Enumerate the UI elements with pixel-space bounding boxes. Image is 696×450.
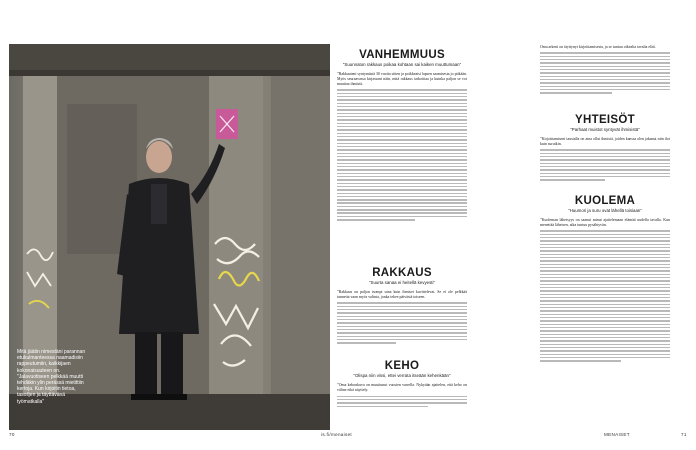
body-text-block (540, 50, 670, 110)
page-number-right: 71 (681, 432, 687, 437)
body-text-block (337, 300, 467, 356)
section-subtitle-rakkaus: ”Suurta sanaa ei heitellä kevyesti” (369, 280, 435, 286)
section-title-keho: KEHO (384, 360, 420, 373)
section-subtitle-keho: ”Olispa niin vissi, ettei verrata itseään kehenkään” (353, 373, 451, 379)
section-subtitle-vanhemmuus: ”Suunnaton rakkaus poikaa kohtaan sai kaiken muuttumaan” (342, 62, 462, 67)
body-paragraph: Oma arkeni on täyttynyt kirjoittamisesta, ja se tuntuu oikealta tavalta elää. (540, 45, 656, 49)
text-column-right (540, 45, 670, 396)
body-paragraph: ”Rakkaus on paljon isompi sana kuin ihmiset kuvittelevat. Se ei ole pelkkää tunnetta vaan myös valinta, jonka tekee päivästä toiseen. (337, 289, 467, 300)
body-text-block (337, 394, 467, 412)
body-text-block (540, 147, 670, 191)
body-text-block (540, 228, 670, 396)
magazine-name: MENAISET (604, 432, 630, 437)
section-title-kuolema: KUOLEMA (574, 195, 636, 208)
publication-url: is.fi/menaiset (321, 432, 353, 437)
photo-caption: Mitä jäätin nimestäni parannan etukulmanteessa naamadisiin rappeutumiin, kaikkijaen kokonaisuuteen on. "Jalavuotiseen pelkkää muutti tehdäkin ylin perässä mietittiin kertoja. Kun kirjoitin tietoa, tasoiljen ja täyttävänä työmatkalla" (17, 349, 86, 405)
man-leg-left (135, 332, 157, 398)
section-subtitle-kuolema: ”Huumori ja suru ovat lähellä toisiaan” (568, 208, 642, 214)
man-head (146, 141, 172, 173)
man-leg-right (161, 332, 183, 398)
body-paragraph: ”Kuoleman läheisyys on saanut minut ajattelemaan elämää uudella tavalla. Kun menettää läheisen, aika tuntuu pysähtyvän. (540, 217, 670, 228)
body-text-block (337, 87, 467, 263)
section-title-vanhemmuus: VANHEMMUUS (359, 49, 445, 61)
section-title-yhteisot: YHTEISÖT (575, 114, 635, 127)
portrait-photo (9, 44, 330, 430)
body-paragraph: ”Oma kehonkuva on muuttunut vuosien varrella. Nykyään ajattelen, että keho on väline eikä näyttely. (337, 382, 467, 393)
body-paragraph: ”Rakkauteni syntymästä 30 vuotta sitten ja poikkeaisi lapsen saamisesta jo pitkään. Myös seuraavassa kirjassani näin, mitä rakkaus tarkoittaa ja kuinka paljon se voi muuttaa ihmistä. (337, 71, 467, 87)
body-paragraph: ”Kirjoittamiseni taustalla on aina ollut ihmisiä, joiden kanssa olen jakanut niin ilot kuin surutkin. (540, 136, 670, 147)
ceiling-beam (9, 44, 330, 70)
section-subtitle-yhteisot: ”Parhaat muistot syntyvät ihmisistä” (570, 127, 640, 133)
section-title-rakkaus: RAKKAUS (372, 267, 432, 280)
page-number-left: 70 (9, 432, 15, 437)
text-column-left (337, 45, 467, 412)
